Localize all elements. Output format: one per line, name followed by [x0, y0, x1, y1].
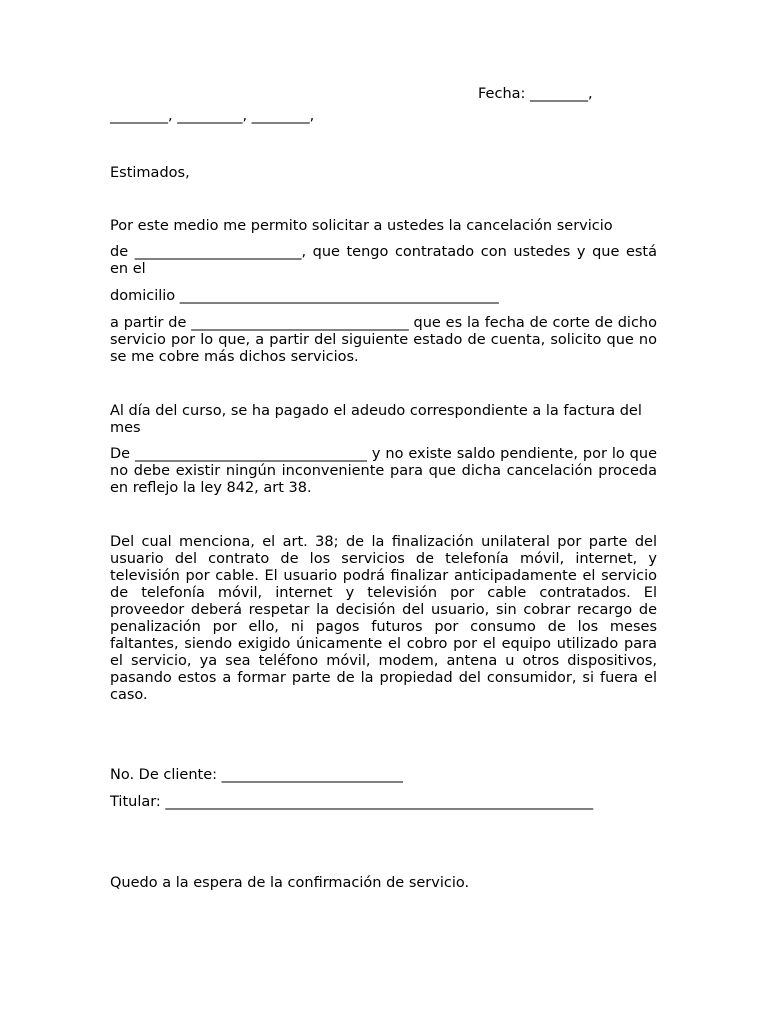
closing-line: Quedo a la espera de la confirmación de servicio. [110, 875, 470, 891]
law-paragraph: Del cual menciona, el art. 38; de la finalización unilateral por parte del usuario del contrato de los servicios de telefonía móvil, internet, y televisión por cable. El usuario podrá finalizar anticipadamente el servicio de telefonía móvil, internet y televisión por cable contratados. El proveedor deberá respetar la decisión del usuario, sin cobrar recargo de penalización por ello, ni pagos futuros por consumo de los meses faltantes, siendo exigido únicamente el cobro por el equipo utilizado para el servicio, ya sea teléfono móvil, modem, antena u otros dispositivos, pasando estos a formar parte de la propiedad del consumidor, si fuera el caso. [110, 534, 657, 703]
payment-paragraph: De ________________________________ y no existe saldo pendiente, por lo que no debe existir ningún inconveniente para que dicha cancelación proceda en reflejo la ley 842, art 38. [110, 446, 657, 496]
payment-intro: Al día del curso, se ha pagado el adeudo correspondiente a la factura del mes [110, 403, 642, 436]
date-paragraph: a partir de ______________________________ que es la fecha de corte de dicho servicio por lo que, a partir del siguiente estado de cuenta, solicito que no se me cobre más dichos servicios. [110, 315, 657, 365]
date-field: Fecha: ________, [478, 86, 593, 102]
holder-field: Titular: ___________________________________________________________ [110, 794, 594, 810]
greeting: Estimados, [110, 165, 190, 181]
service-line: de _______________________, que tengo contratado con ustedes y que está en el [110, 244, 657, 277]
domicilio-line: domicilio ____________________________________________ [110, 288, 499, 304]
client-number-field: No. De cliente: _________________________ [110, 767, 403, 783]
place-date-line: ________, _________, ________, [110, 108, 315, 124]
request-intro: Por este medio me permito solicitar a ustedes la cancelación servicio [110, 218, 613, 234]
